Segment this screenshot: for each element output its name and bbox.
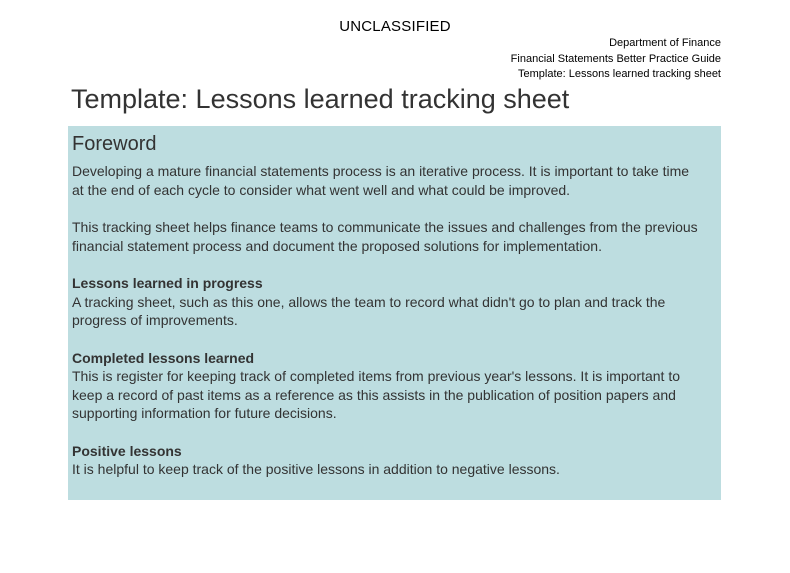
header-guide-title: Financial Statements Better Practice Guide xyxy=(510,52,721,65)
foreword-panel xyxy=(68,126,721,500)
foreword-paragraph: This tracking sheet helps finance teams to communicate the issues and challenges from the previous financial statement process and document the proposed solutions for implementation. xyxy=(72,219,698,254)
classification-marking: UNCLASSIFIED xyxy=(339,18,451,35)
section-heading-completed: Completed lessons learned xyxy=(72,349,255,366)
section-body-in-progress: A tracking sheet, such as this one, allows the team to record what didn't go to plan and track the progress of improvements. xyxy=(72,293,666,328)
section-body-completed: This is register for keeping track of completed items from previous year's lessons. It is important to keep a record of past items as a reference as this assists in the publication of position papers and supporting information for future decisions. xyxy=(72,368,681,421)
document-header xyxy=(511,36,721,83)
foreword-title: Foreword xyxy=(72,133,157,155)
section-heading-in-progress: Lessons learned in progress xyxy=(72,275,263,291)
header-template-name: Template: Lessons learned tracking sheet xyxy=(517,68,721,80)
foreword-paragraph: Developing a mature financial statements process is an iterative process. It is important to take time at the end of each cycle to consider what went well and what could be improved. xyxy=(72,163,690,198)
header-department: Department of Finance xyxy=(609,37,721,49)
section-body-positive: It is helpful to keep track of the positive lessons in addition to negative lessons. xyxy=(72,461,560,477)
page-title: Template: Lessons learned tracking sheet xyxy=(71,84,570,114)
section-heading-positive: Positive lessons xyxy=(72,442,182,459)
